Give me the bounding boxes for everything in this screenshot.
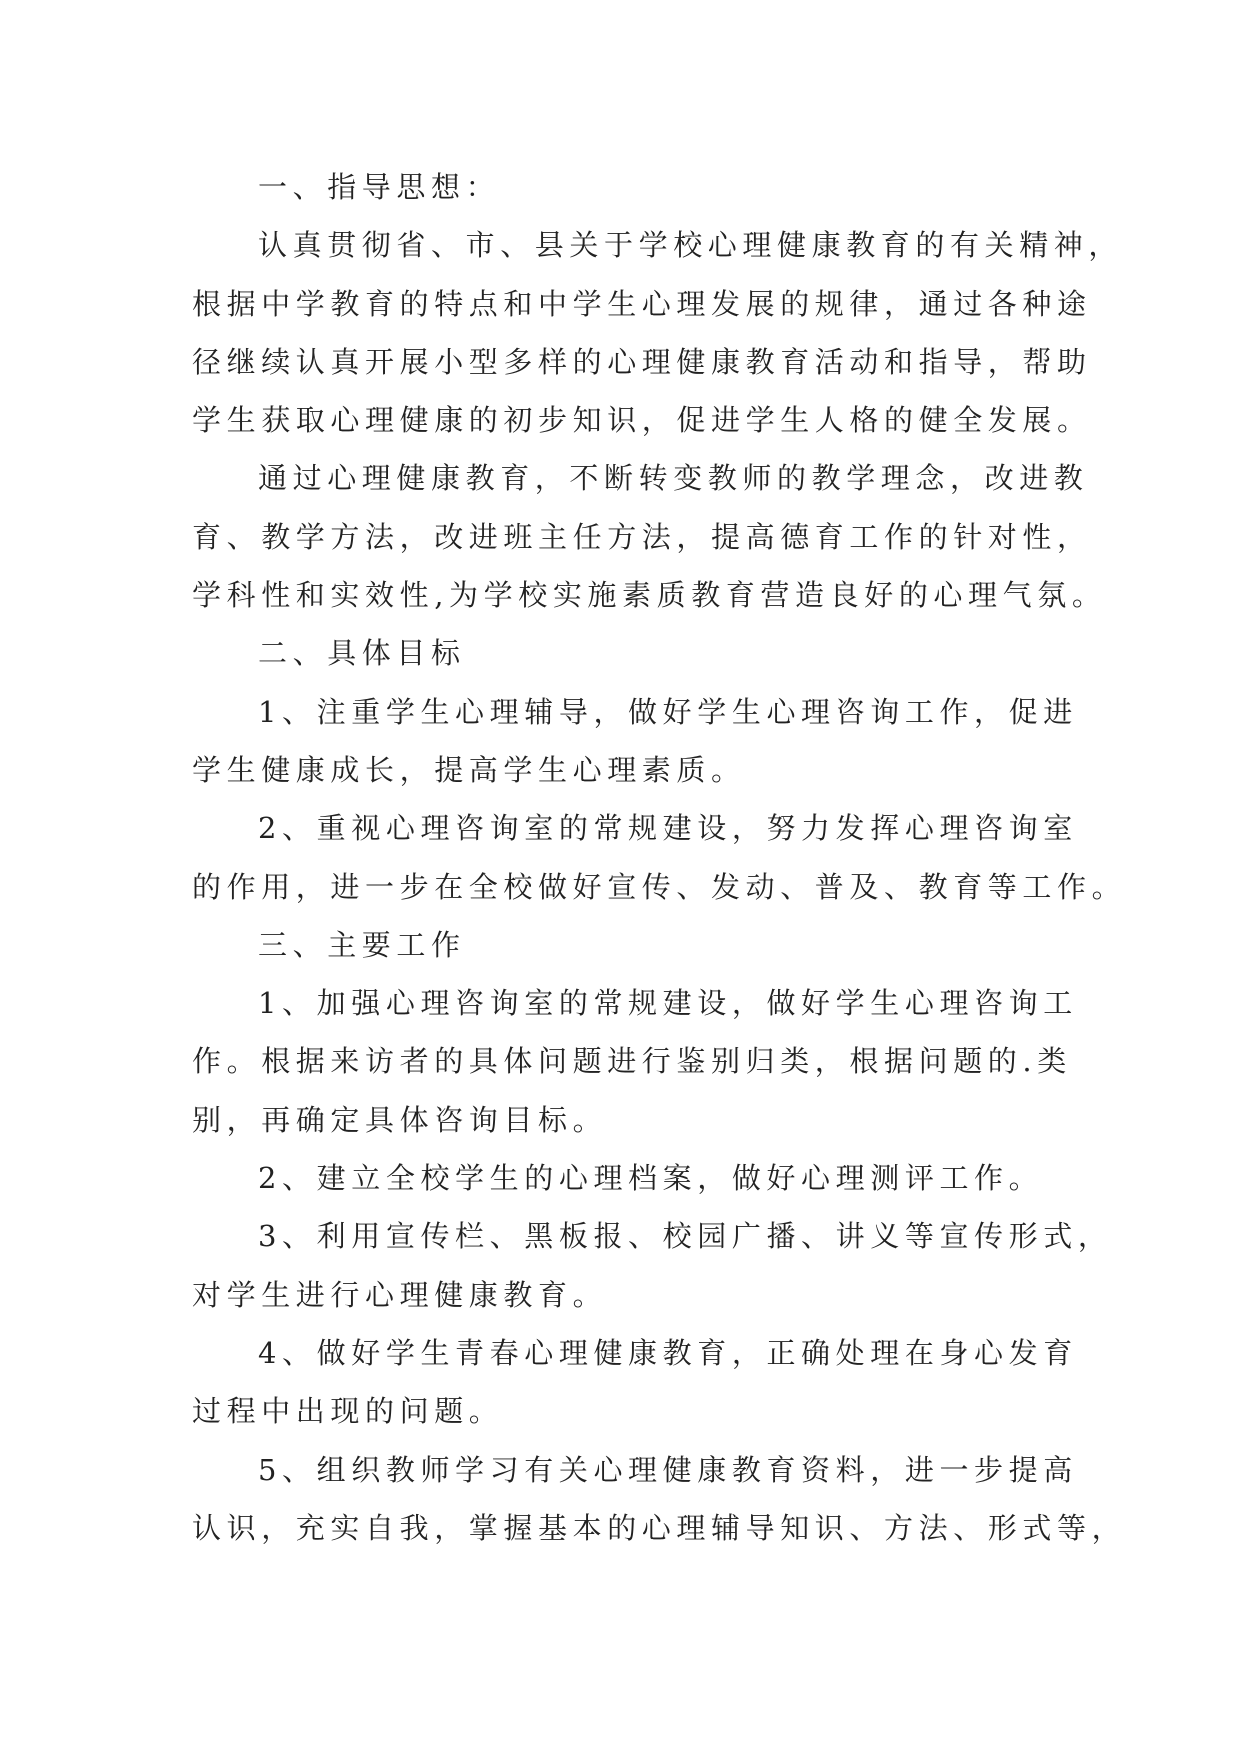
paragraph-line: 认真贯彻省、市、县关于学校心理健康教育的有关精神， <box>258 228 1124 263</box>
list-item-line: 1、注重学生心理辅导，做好学生心理咨询工作，促进 <box>258 694 1078 729</box>
list-item-line: 对学生进行心理健康教育。 <box>192 1277 608 1312</box>
paragraph-line: 学科性和实效性,为学校实施素质教育营造良好的心理气氛。 <box>192 578 1107 613</box>
list-item-line: 2、重视心理咨询室的常规建设，努力发挥心理咨询室 <box>258 811 1078 846</box>
list-item-line: 的作用，进一步在全校做好宣传、发动、普及、教育等工作。 <box>192 869 1127 904</box>
document-body <box>192 158 1127 1557</box>
list-item-line: 5、组织教师学习有关心理健康教育资料，进一步提高 <box>258 1452 1078 1487</box>
paragraph-line: 通过心理健康教育，不断转变教师的教学理念，改进教 <box>258 461 1089 496</box>
list-item-line: 作。根据来访者的具体问题进行鉴别归类，根据问题的.类 <box>192 1044 1072 1079</box>
section-heading-guiding-ideology: 一、指导思想： <box>258 170 501 204</box>
paragraph-line: 径继续认真开展小型多样的心理健康教育活动和指导，帮助 <box>192 344 1092 379</box>
paragraph-line: 根据中学教育的特点和中学生心理发展的规律，通过各种途 <box>192 286 1092 321</box>
list-item-line: 1、加强心理咨询室的常规建设，做好学生心理咨询工 <box>258 986 1078 1021</box>
section-heading-specific-goals: 二、具体目标 <box>258 636 466 671</box>
list-item-line: 2、建立全校学生的心理档案，做好心理测评工作。 <box>258 1161 1044 1196</box>
list-item-line: 别，再确定具体咨询目标。 <box>192 1102 608 1137</box>
list-item-line: 过程中出现的问题。 <box>192 1394 504 1429</box>
list-item-line: 认识，充实自我，掌握基本的心理辅导知识、方法、形式等， <box>192 1510 1127 1545</box>
list-item-line: 3、利用宣传栏、黑板报、校园广播、讲义等宣传形式， <box>258 1219 1113 1254</box>
paragraph-line: 育、教学方法，改进班主任方法，提高德育工作的针对性， <box>192 519 1092 554</box>
list-item-line: 学生健康成长，提高学生心理素质。 <box>192 752 746 787</box>
paragraph-line: 学生获取心理健康的初步知识，促进学生人格的健全发展。 <box>192 403 1092 438</box>
section-heading-main-work: 三、主要工作 <box>258 927 466 962</box>
list-item-line: 4、做好学生青春心理健康教育，正确处理在身心发育 <box>258 1335 1078 1370</box>
